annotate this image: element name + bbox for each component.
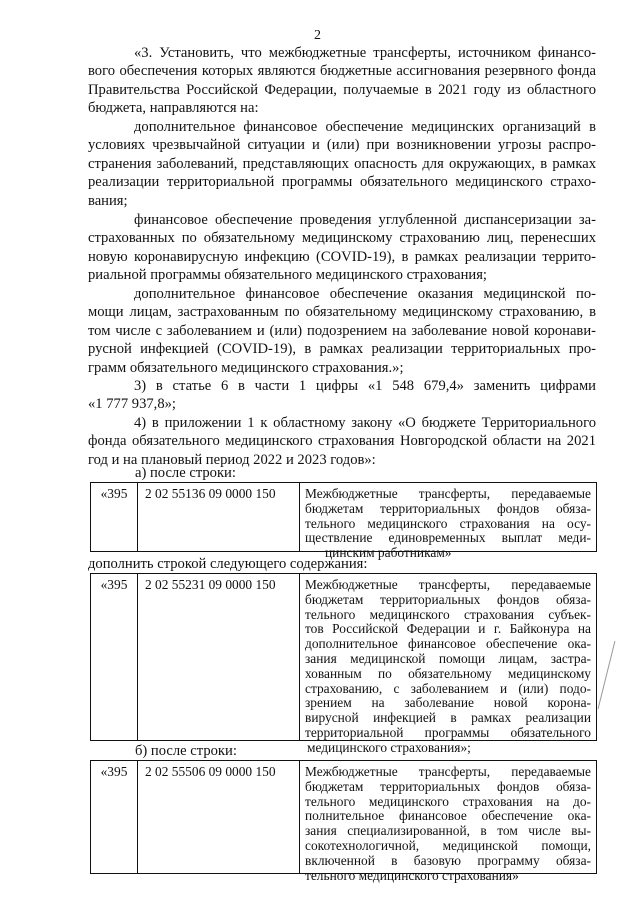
cell-line: тельного медицинского страхования» [305, 867, 519, 883]
table-cell-description [300, 574, 596, 755]
cell-line: тельного медицинского страхования на до- [305, 793, 591, 809]
cell-line: Межбюджетные трансферты, передаваемые [305, 486, 591, 501]
cell-line: дополнительное финансовое обеспечение ока- [305, 636, 591, 652]
cell-line: включенной в базовую программу обяза- [305, 852, 591, 868]
text-line: Правительства Российской Федерации, получаемые в 2021 году из областного [88, 81, 596, 98]
label-after-row-b: б) после строки: [135, 743, 237, 759]
cell-line: страхованию, с заболеванием и (или) подо- [305, 680, 591, 696]
cell-line: территориальной программы обязательного [305, 724, 591, 740]
cell-line: бюджетам территориальных фондов обяза- [305, 500, 591, 516]
cell-line: бюджетам территориальных фондов обяза- [305, 778, 591, 794]
cell-line: Межбюджетные трансферты, передаваемые [305, 764, 591, 779]
cell-line: Межбюджетные трансферты, передаваемые [305, 577, 591, 592]
page-number: 2 [314, 28, 321, 43]
table-cell-kbk: 2 02 55136 09 0000 150 [138, 483, 300, 551]
cell-line: полнительное финансовое обеспечение ока- [305, 808, 591, 824]
text-line: год и на плановый период 2022 и 2023 годов»: [88, 451, 376, 468]
table-cell-code: «395 [91, 483, 138, 551]
paragraph-4 [88, 285, 596, 377]
cell-line: вирусной инфекцией в рамках реализации [305, 710, 591, 726]
table-cell-code: «395 [91, 761, 138, 873]
text-line: «3. Установить, что межбюджетные трансферты, источником финансо- [134, 45, 596, 61]
budget-table-3 [90, 760, 597, 883]
paragraph-2 [88, 118, 596, 210]
text-line: условиях чрезвычайной ситуации и (или) при возникновении угрозы распро- [88, 137, 596, 154]
text-line: страхованных по обязательному медицинскому страхованию лиц, перенесших [88, 230, 596, 247]
text-line: мощи лицам, застрахованным по обязательному медицинскому страхованию, в [88, 304, 596, 321]
cell-line: зания медицинской помощи лицам, застра- [305, 650, 591, 666]
text-line: риальной программы обязательного медицинского страхования; [88, 267, 487, 284]
cell-line: зания специализированной, в том числе вы- [305, 823, 591, 839]
text-line: финансовое обеспечение проведения углубленной диспансеризации за- [134, 212, 596, 228]
cell-line: медицинского страхования»; [307, 739, 471, 755]
text-line: русной инфекцией (COVID-19), в рамках реализации территориальных про- [88, 341, 596, 358]
text-line: том числе с заболеванием и (или) подозрением на заболевание новой коронави- [88, 322, 596, 339]
cell-line: цинским работникам» [325, 545, 452, 561]
cell-line: ществление единовременных выплат меди- [305, 530, 591, 546]
cell-line: тельного медицинского страхования на осу- [305, 515, 591, 531]
budget-table-1 [90, 482, 597, 561]
scan-artifact [598, 641, 616, 709]
cell-line: сокотехнологичной, медицинской помощи, [305, 837, 591, 853]
cell-line: тов Российской Федерации и г. Байконура на [305, 621, 591, 637]
paragraph-3 [88, 211, 596, 285]
text-line: реализации территориальной программы обязательного медицинского страхо- [88, 174, 596, 191]
text-line: «1 777 937,8»; [88, 396, 176, 413]
text-line: фонда обязательного медицинского страхования Новгородской области на 2021 [88, 433, 596, 450]
table-cell-description [300, 761, 596, 883]
paragraph-1 [88, 44, 596, 118]
text-line: вого обеспечения которых являются бюджетные ассигнования резервного фонда [88, 63, 596, 80]
cell-line: бюджетам территориальных фондов обяза- [305, 591, 591, 607]
table-cell-kbk: 2 02 55231 09 0000 150 [138, 574, 300, 740]
text-line: странения заболеваний, представляющих опасность для окружающих, в рамках [88, 155, 596, 172]
label-add-row: дополнить строкой следующего содержания: [88, 556, 368, 572]
table-cell-code: «395 [91, 574, 138, 740]
text-line: грамм обязательного медицинского страхования.»; [88, 359, 404, 376]
label-after-row-a: а) после строки: [135, 465, 236, 481]
cell-line: хованным по обязательному медицинскому [305, 665, 591, 681]
cell-line: тельного медицинского страхования субъек- [305, 606, 591, 622]
text-line: 3) в статье 6 в части 1 цифры «1 548 679,4» заменить цифрами [134, 378, 596, 394]
text-line: бюджета, направляются на: [88, 100, 259, 117]
text-line: новую коронавирусную инфекцию (COVID-19), в рамках реализации террито- [88, 248, 596, 265]
text-line: дополнительное финансовое обеспечение оказания медицинской по- [134, 286, 596, 302]
paragraph-5 [88, 377, 596, 414]
table-cell-kbk: 2 02 55506 09 0000 150 [138, 761, 300, 873]
text-line: 4) в приложении 1 к областному закону «О бюджете Территориального [134, 415, 596, 431]
text-line: дополнительное финансовое обеспечение медицинских организаций в [134, 119, 596, 135]
text-line: вания; [88, 192, 128, 209]
paragraph-6 [88, 414, 596, 469]
cell-line: зрением на заболевание новой корона- [305, 695, 591, 711]
table-cell-description [300, 483, 596, 561]
